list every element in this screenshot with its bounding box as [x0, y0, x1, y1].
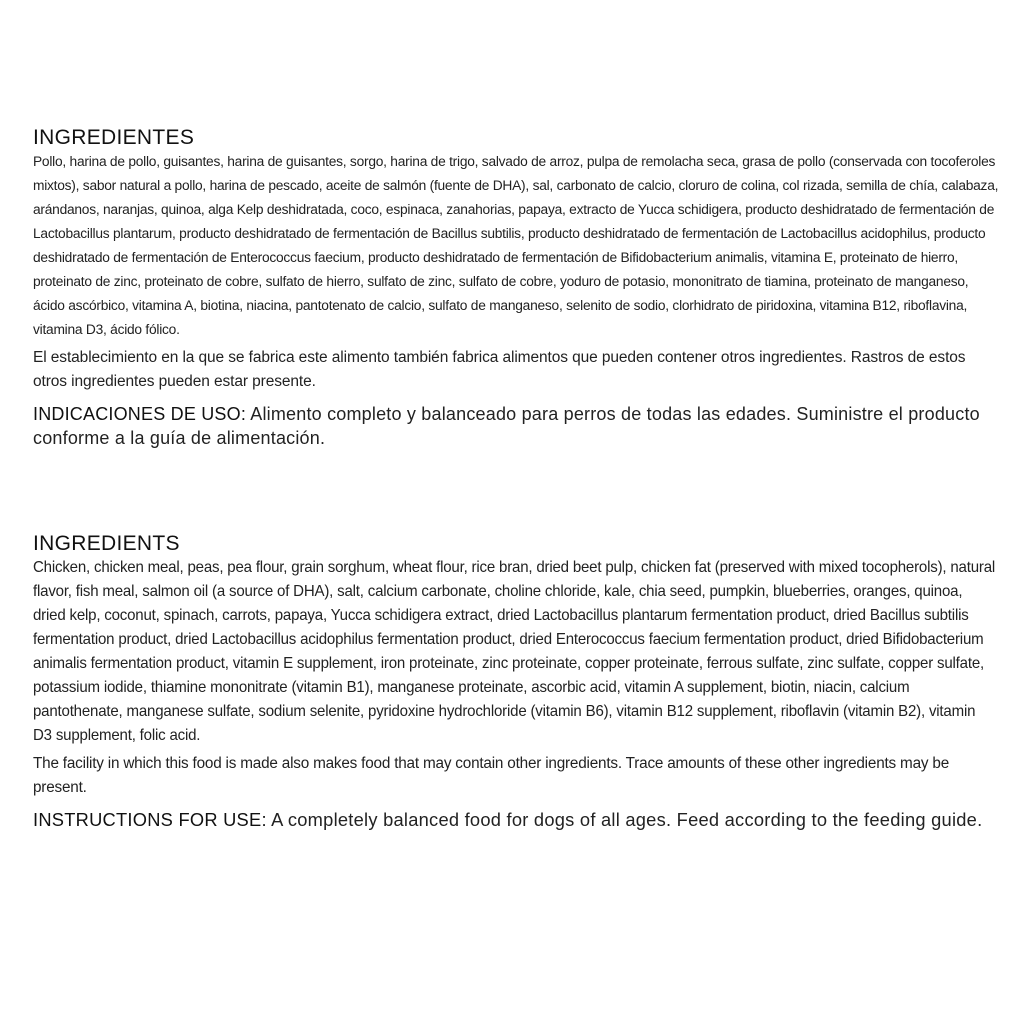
english-ingredients-heading: INGREDIENTS: [33, 532, 180, 555]
english-instructions: [33, 808, 999, 832]
spanish-section: [33, 126, 999, 450]
spanish-ingredients-heading: INGREDIENTES: [33, 126, 195, 149]
english-section: [33, 532, 999, 832]
english-facility-note: The facility in which this food is made also makes food that may contain other ingredients. Trace amounts of these other ingredients may be present.: [33, 755, 950, 796]
english-ingredients-list: Chicken, chicken meal, peas, pea flour, grain sorghum, wheat flour, rice bran, dried beet pulp, chicken fat (preserved with mixed tocopherols), natural flavor, fish meal, salmon oil (a source of DHA), salt, calcium carbonate, choline chloride, kale, chia seed, pumpkin, blueberries, oranges, quinoa, dried kelp, coconut, spinach, carrots, papaya, Yucca schidigera extract, dried Lactobacillus plantarum fermentation product, dried Bacillus subtilis fermentation product, dried Lactobacillus acidophilus fermentation product, dried Enterococcus faecium fermentation product, dried Bifidobacterium animalis fermentation product, vitamin E supplement, iron proteinate, zinc proteinate, copper proteinate, ferrous sulfate, zinc sulfate, copper sulfate, potassium iodide, thiamine mononitrate (vitamin B1), manganese proteinate, ascorbic acid, vitamin A supplement, biotin, niacin, calcium pantothenate, manganese sulfate, sodium selenite, pyridoxine hydrochloride (vitamin B6), vitamin B12 supplement, riboflavin (vitamin B2), vitamin D3 supplement, folic acid.: [33, 559, 996, 744]
spanish-ingredients-list: Pollo, harina de pollo, guisantes, harina de guisantes, sorgo, harina de trigo, salvado de arroz, pulpa de remolacha seca, grasa de pollo (conservada con tocoferoles mixtos), sabor natural a pollo, harina de pescado, aceite de salmón (fuente de DHA), sal, carbonato de calcio, cloruro de colina, col rizada, semilla de chía, calabaza, arándanos, naranjas, quinoa, alga Kelp deshidratada, coco, espinaca, zanahorias, papaya, extracto de Yucca schidigera, producto deshidratado de fermentación de Lactobacillus plantarum, producto deshidratado de fermentación de Bacillus subtilis, producto deshidratado de fermentación de Lactobacillus acidophilus, producto deshidratado de fermentación de Enterococcus faecium, producto deshidratado de fermentación de Bifidobacterium animalis, vitamina E, proteinato de hierro, proteinato de zinc, proteinato de cobre, sulfato de hierro, sulfato de zinc, sulfato de cobre, yoduro de potasio, mononitrato de tiamina, proteinato de manganeso, ácido ascórbico, vitamina A, biotina, niacina, pantotenato de calcio, sulfato de manganeso, selenito de sodio, clorhidrato de piridoxina, vitamina B12, riboflavina, vitamina D3, ácido fólico.: [33, 154, 999, 338]
spanish-instructions-label: INDICACIONES DE USO:: [33, 404, 247, 424]
english-instructions-label: INSTRUCTIONS FOR USE:: [33, 809, 267, 830]
spanish-facility-note: El establecimiento en la que se fabrica este alimento también fabrica alimentos que pueden contener otros ingredientes. Rastros de estos otros ingredientes pueden estar presente.: [33, 349, 966, 390]
english-instructions-text: A completely balanced food for dogs of all ages. Feed according to the feeding guide.: [266, 809, 983, 830]
spanish-instructions: [33, 402, 999, 450]
spanish-instructions-text: Alimento completo y balanceado para perros de todas las edades. Suministre el producto conforme a la guía de alimentación.: [33, 404, 980, 448]
